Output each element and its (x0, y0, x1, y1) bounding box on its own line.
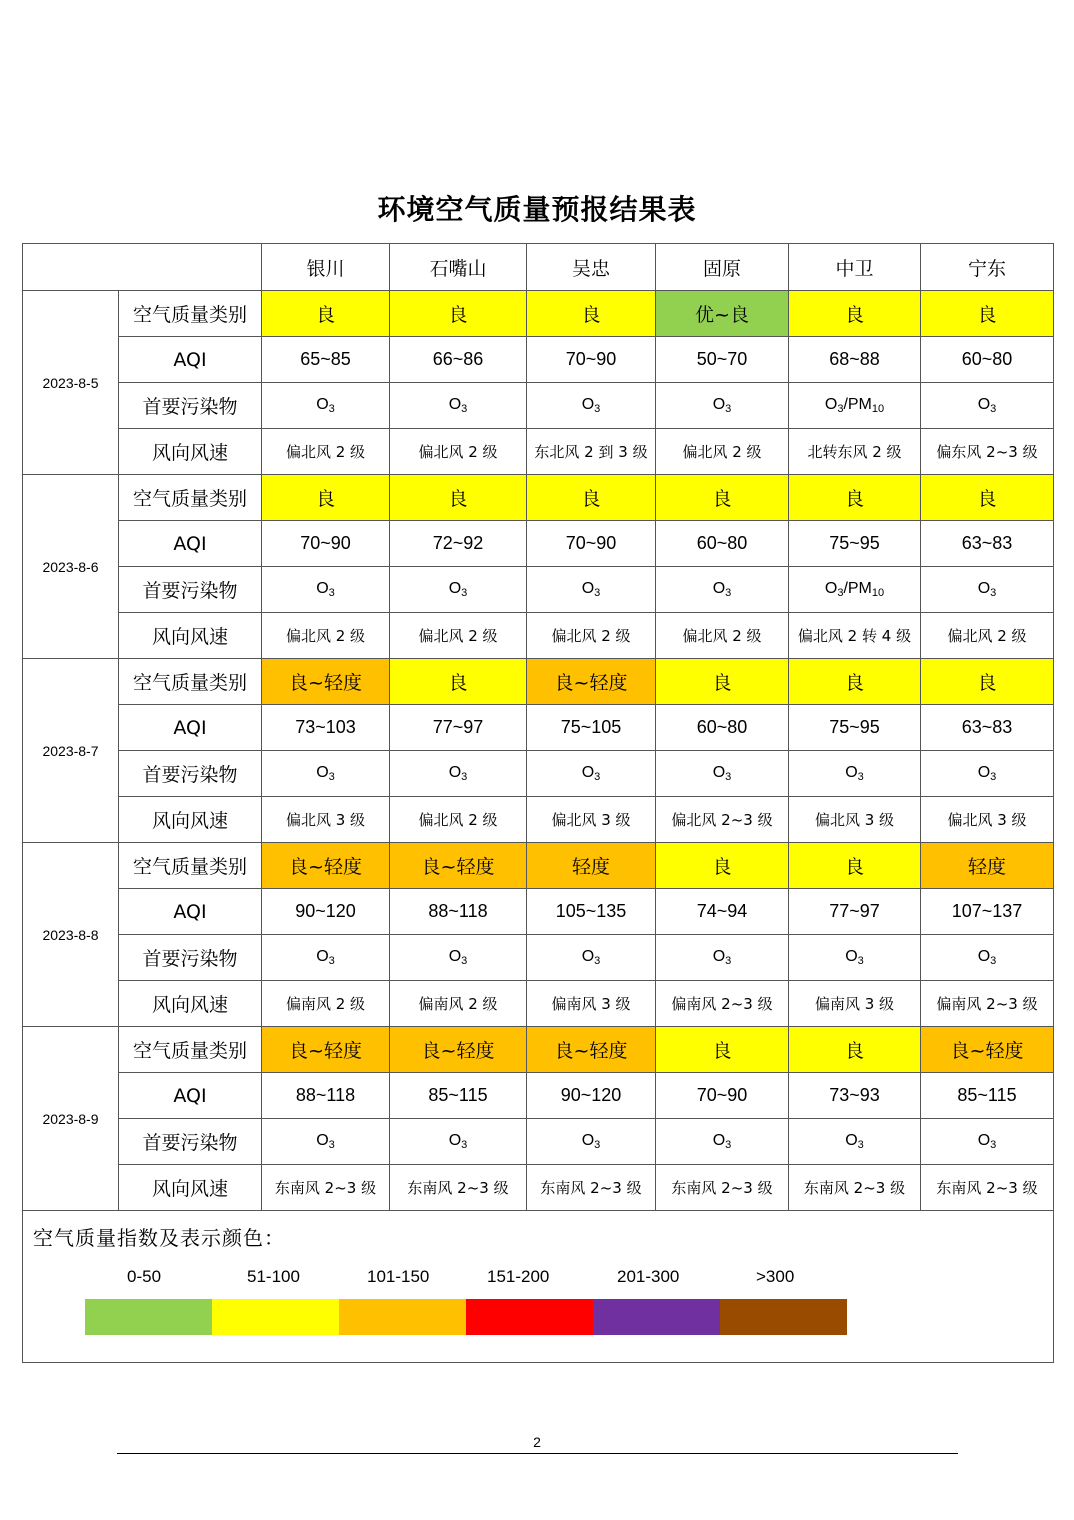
category-cell: 良~轻度 (527, 1027, 656, 1073)
pollutant-cell (262, 567, 390, 613)
table-row (23, 567, 1054, 613)
subscript: 3 (461, 587, 468, 599)
row-label-category: 空气质量类别 (119, 475, 262, 521)
pollutant-text: O (448, 396, 462, 413)
legend-color-swatch (212, 1299, 339, 1335)
pollutant-text: /PM (843, 396, 872, 413)
table-row (23, 429, 1054, 475)
aqi-cell: 88~118 (390, 889, 527, 935)
row-label-aqi: AQI (119, 337, 262, 383)
pollutant-cell (390, 751, 527, 797)
subscript: 3 (461, 403, 468, 415)
wind-cell: 偏南风 3 级 (789, 981, 921, 1027)
wind-cell: 东南风 2~3 级 (390, 1165, 527, 1211)
subscript: 3 (594, 1139, 601, 1151)
pollutant-text: O (581, 396, 595, 413)
pollutant-text: /PM (843, 580, 872, 597)
subscript: 3 (725, 955, 732, 967)
aqi-cell: 77~97 (789, 889, 921, 935)
legend-range-label: 0-50 (127, 1267, 162, 1286)
subscript: 3 (594, 771, 601, 783)
subscript: 3 (990, 955, 997, 967)
category-cell: 良~轻度 (262, 659, 390, 705)
page-title: 环境空气质量预报结果表 (377, 193, 697, 226)
category-cell: 良 (656, 843, 789, 889)
pollutant-cell (527, 383, 656, 429)
pollutant-text: O (581, 764, 595, 781)
subscript: 3 (594, 955, 601, 967)
wind-cell: 偏北风 2 级 (262, 429, 390, 475)
pollutant-text: O (977, 948, 991, 965)
category-cell: 良 (390, 659, 527, 705)
category-cell: 良 (789, 1027, 921, 1073)
category-cell: 良 (390, 475, 527, 521)
legend-color-swatch (593, 1299, 720, 1335)
wind-cell: 偏北风 2 级 (921, 613, 1054, 659)
row-label-pollutant: 首要污染物 (119, 567, 262, 613)
table-row (23, 705, 1054, 751)
category-cell: 良~轻度 (390, 843, 527, 889)
aqi-cell: 74~94 (656, 889, 789, 935)
pollutant-cell (390, 567, 527, 613)
pollutant-text: O (977, 1132, 991, 1149)
subscript: 10 (871, 403, 885, 415)
aqi-cell: 75~95 (789, 705, 921, 751)
table-row (23, 383, 1054, 429)
pollutant-text: O (712, 764, 726, 781)
category-cell: 良~轻度 (262, 1027, 390, 1073)
subscript: 3 (725, 771, 732, 783)
pollutant-text: O (316, 948, 329, 965)
city-header: 中卫 (789, 244, 921, 291)
category-cell: 良 (921, 659, 1054, 705)
legend-range-label: 51-100 (247, 1267, 300, 1286)
pollutant-text: O (845, 764, 858, 781)
aqi-cell: 72~92 (390, 521, 527, 567)
category-cell: 良 (789, 843, 921, 889)
pollutant-cell (527, 935, 656, 981)
row-label-category: 空气质量类别 (119, 291, 262, 337)
subscript: 3 (461, 1139, 468, 1151)
date-cell: 2023-8-5 (23, 291, 119, 475)
legend-color-swatch (339, 1299, 466, 1335)
category-cell: 良 (921, 291, 1054, 337)
subscript: 3 (990, 771, 997, 783)
aqi-cell: 63~83 (921, 521, 1054, 567)
subscript: 3 (328, 1139, 335, 1151)
wind-cell: 偏东风 2~3 级 (921, 429, 1054, 475)
pollutant-cell (390, 935, 527, 981)
legend-row (23, 1211, 1054, 1363)
pollutant-cell (262, 935, 390, 981)
wind-cell: 偏北风 2 级 (390, 613, 527, 659)
subscript: 3 (594, 403, 601, 415)
aqi-cell: 70~90 (527, 337, 656, 383)
table-row (23, 1073, 1054, 1119)
aqi-cell: 50~70 (656, 337, 789, 383)
aqi-cell: 63~83 (921, 705, 1054, 751)
table-row (23, 613, 1054, 659)
category-cell: 良 (656, 659, 789, 705)
header-row (23, 244, 1054, 291)
pollutant-text: O (448, 948, 462, 965)
wind-cell: 偏南风 2~3 级 (921, 981, 1054, 1027)
subscript: 3 (461, 771, 468, 783)
pollutant-text: O (712, 948, 726, 965)
table-row (23, 337, 1054, 383)
pollutant-cell (656, 1119, 789, 1165)
pollutant-text: O (977, 396, 991, 413)
pollutant-cell (921, 383, 1054, 429)
pollutant-text: O (316, 396, 329, 413)
aqi-cell: 73~103 (262, 705, 390, 751)
legend (23, 1211, 1054, 1363)
category-cell: 良 (789, 291, 921, 337)
pollutant-cell (390, 1119, 527, 1165)
subscript: 3 (857, 771, 864, 783)
aqi-cell: 70~90 (656, 1073, 789, 1119)
row-label-wind: 风向风速 (119, 613, 262, 659)
aqi-cell: 70~90 (527, 521, 656, 567)
aqi-cell: 60~80 (656, 705, 789, 751)
pollutant-cell (527, 751, 656, 797)
legend-color-swatch (85, 1299, 212, 1335)
wind-cell: 偏北风 2 转 4 级 (789, 613, 921, 659)
table-row (23, 521, 1054, 567)
aqi-cell: 65~85 (262, 337, 390, 383)
pollutant-text: O (581, 948, 595, 965)
pollutant-text: O (448, 1132, 462, 1149)
wind-cell: 东北风 2 到 3 级 (527, 429, 656, 475)
category-cell: 良 (527, 475, 656, 521)
pollutant-cell (262, 751, 390, 797)
footer-divider (117, 1453, 958, 1454)
category-cell: 良 (789, 659, 921, 705)
row-label-category: 空气质量类别 (119, 843, 262, 889)
date-cell: 2023-8-6 (23, 475, 119, 659)
table-row (23, 1165, 1054, 1211)
table-row (23, 1027, 1054, 1073)
subscript: 3 (990, 1139, 997, 1151)
category-cell: 良 (390, 291, 527, 337)
wind-cell: 东南风 2~3 级 (527, 1165, 656, 1211)
forecast-table (22, 243, 1054, 1363)
subscript: 3 (837, 403, 844, 415)
city-header: 固原 (656, 244, 789, 291)
legend-range-label: >300 (756, 1267, 795, 1286)
aqi-cell: 85~115 (390, 1073, 527, 1119)
subscript: 3 (857, 955, 864, 967)
pollutant-cell (921, 751, 1054, 797)
pollutant-cell (789, 1119, 921, 1165)
subscript: 3 (594, 587, 601, 599)
pollutant-cell (921, 935, 1054, 981)
category-cell: 良 (527, 291, 656, 337)
pollutant-text: O (824, 396, 838, 413)
aqi-cell: 68~88 (789, 337, 921, 383)
legend-title: 空气质量指数及表示颜色： (33, 1226, 285, 1250)
aqi-cell: 90~120 (262, 889, 390, 935)
category-cell: 良 (262, 291, 390, 337)
subscript: 3 (328, 955, 335, 967)
date-cell: 2023-8-8 (23, 843, 119, 1027)
aqi-cell: 75~105 (527, 705, 656, 751)
pollutant-text: O (712, 1132, 726, 1149)
aqi-cell: 70~90 (262, 521, 390, 567)
table-row (23, 797, 1054, 843)
wind-cell: 东南风 2~3 级 (921, 1165, 1054, 1211)
table-row (23, 981, 1054, 1027)
aqi-cell: 75~95 (789, 521, 921, 567)
pollutant-cell (262, 1119, 390, 1165)
city-header: 宁东 (921, 244, 1054, 291)
aqi-cell: 60~80 (656, 521, 789, 567)
pollutant-cell (656, 935, 789, 981)
pollutant-text: O (977, 580, 991, 597)
table-row (23, 889, 1054, 935)
pollutant-text: O (845, 948, 858, 965)
pollutant-cell (527, 567, 656, 613)
pollutant-cell (921, 1119, 1054, 1165)
page-number: 2 (533, 1434, 541, 1450)
legend-color-swatch (466, 1299, 593, 1335)
subscript: 3 (725, 403, 732, 415)
wind-cell: 偏南风 2 级 (390, 981, 527, 1027)
pollutant-cell (262, 383, 390, 429)
aqi-cell: 77~97 (390, 705, 527, 751)
legend-range-label: 201-300 (617, 1267, 680, 1286)
table-row (23, 659, 1054, 705)
wind-cell: 偏南风 2 级 (262, 981, 390, 1027)
legend-range-label: 151-200 (487, 1267, 550, 1286)
subscript: 3 (461, 955, 468, 967)
wind-cell: 偏北风 3 级 (921, 797, 1054, 843)
category-cell: 良~轻度 (390, 1027, 527, 1073)
subscript: 3 (328, 587, 335, 599)
row-label-aqi: AQI (119, 521, 262, 567)
subscript: 3 (328, 771, 335, 783)
subscript: 3 (328, 403, 335, 415)
pollutant-cell (656, 567, 789, 613)
category-cell: 轻度 (527, 843, 656, 889)
pollutant-text: O (316, 1132, 329, 1149)
category-cell: 良~轻度 (527, 659, 656, 705)
wind-cell: 偏北风 2 级 (656, 613, 789, 659)
pollutant-text: O (448, 580, 462, 597)
table-row (23, 1119, 1054, 1165)
pollutant-text: O (316, 580, 329, 597)
legend-range-label: 101-150 (367, 1267, 430, 1286)
wind-cell: 偏南风 2~3 级 (656, 981, 789, 1027)
pollutant-cell (921, 567, 1054, 613)
row-label-wind: 风向风速 (119, 797, 262, 843)
pollutant-text: O (845, 1132, 858, 1149)
row-label-aqi: AQI (119, 1073, 262, 1119)
pollutant-text: O (977, 764, 991, 781)
pollutant-cell (789, 383, 921, 429)
wind-cell: 偏北风 2 级 (390, 429, 527, 475)
pollutant-text: O (712, 580, 726, 597)
row-label-pollutant: 首要污染物 (119, 935, 262, 981)
wind-cell: 偏北风 2~3 级 (656, 797, 789, 843)
wind-cell: 北转东风 2 级 (789, 429, 921, 475)
aqi-cell: 107~137 (921, 889, 1054, 935)
subscript: 3 (990, 403, 997, 415)
city-header: 石嘴山 (390, 244, 527, 291)
wind-cell: 偏北风 2 级 (656, 429, 789, 475)
wind-cell: 东南风 2~3 级 (656, 1165, 789, 1211)
row-label-wind: 风向风速 (119, 981, 262, 1027)
pollutant-cell (656, 751, 789, 797)
category-cell: 轻度 (921, 843, 1054, 889)
category-cell: 良~轻度 (262, 843, 390, 889)
pollutant-text: O (581, 1132, 595, 1149)
pollutant-cell (390, 383, 527, 429)
row-label-category: 空气质量类别 (119, 659, 262, 705)
aqi-cell: 73~93 (789, 1073, 921, 1119)
header-corner (23, 244, 262, 291)
table-row (23, 291, 1054, 337)
category-cell: 良 (656, 475, 789, 521)
pollutant-text: O (712, 396, 726, 413)
pollutant-text: O (581, 580, 595, 597)
wind-cell: 偏南风 3 级 (527, 981, 656, 1027)
row-label-pollutant: 首要污染物 (119, 1119, 262, 1165)
category-cell: 良 (262, 475, 390, 521)
subscript: 3 (857, 1139, 864, 1151)
category-cell: 良~轻度 (921, 1027, 1054, 1073)
subscript: 3 (725, 1139, 732, 1151)
pollutant-cell (527, 1119, 656, 1165)
row-label-pollutant: 首要污染物 (119, 383, 262, 429)
table-row (23, 751, 1054, 797)
row-label-wind: 风向风速 (119, 429, 262, 475)
category-cell: 优~良 (656, 291, 789, 337)
aqi-cell: 105~135 (527, 889, 656, 935)
wind-cell: 偏北风 3 级 (527, 797, 656, 843)
row-label-wind: 风向风速 (119, 1165, 262, 1211)
category-cell: 良 (921, 475, 1054, 521)
aqi-cell: 90~120 (527, 1073, 656, 1119)
pollutant-text: O (448, 764, 462, 781)
row-label-pollutant: 首要污染物 (119, 751, 262, 797)
city-header: 银川 (262, 244, 390, 291)
aqi-cell: 60~80 (921, 337, 1054, 383)
city-header: 吴忠 (527, 244, 656, 291)
subscript: 3 (725, 587, 732, 599)
table-row (23, 475, 1054, 521)
pollutant-cell (656, 383, 789, 429)
wind-cell: 偏北风 3 级 (789, 797, 921, 843)
wind-cell: 偏北风 2 级 (390, 797, 527, 843)
legend-color-swatch (720, 1299, 847, 1335)
wind-cell: 偏北风 2 级 (527, 613, 656, 659)
date-cell: 2023-8-7 (23, 659, 119, 843)
row-label-aqi: AQI (119, 889, 262, 935)
subscript: 3 (837, 587, 844, 599)
pollutant-cell (789, 751, 921, 797)
aqi-cell: 88~118 (262, 1073, 390, 1119)
table-row (23, 935, 1054, 981)
pollutant-cell (789, 567, 921, 613)
wind-cell: 偏北风 2 级 (262, 613, 390, 659)
subscript: 3 (990, 587, 997, 599)
aqi-cell: 66~86 (390, 337, 527, 383)
pollutant-text: O (316, 764, 329, 781)
table-row (23, 843, 1054, 889)
wind-cell: 偏北风 3 级 (262, 797, 390, 843)
date-cell: 2023-8-9 (23, 1027, 119, 1211)
wind-cell: 东南风 2~3 级 (262, 1165, 390, 1211)
aqi-cell: 85~115 (921, 1073, 1054, 1119)
pollutant-cell (789, 935, 921, 981)
subscript: 10 (871, 587, 885, 599)
wind-cell: 东南风 2~3 级 (789, 1165, 921, 1211)
category-cell: 良 (789, 475, 921, 521)
category-cell: 良 (656, 1027, 789, 1073)
row-label-category: 空气质量类别 (119, 1027, 262, 1073)
pollutant-text: O (824, 580, 838, 597)
row-label-aqi: AQI (119, 705, 262, 751)
